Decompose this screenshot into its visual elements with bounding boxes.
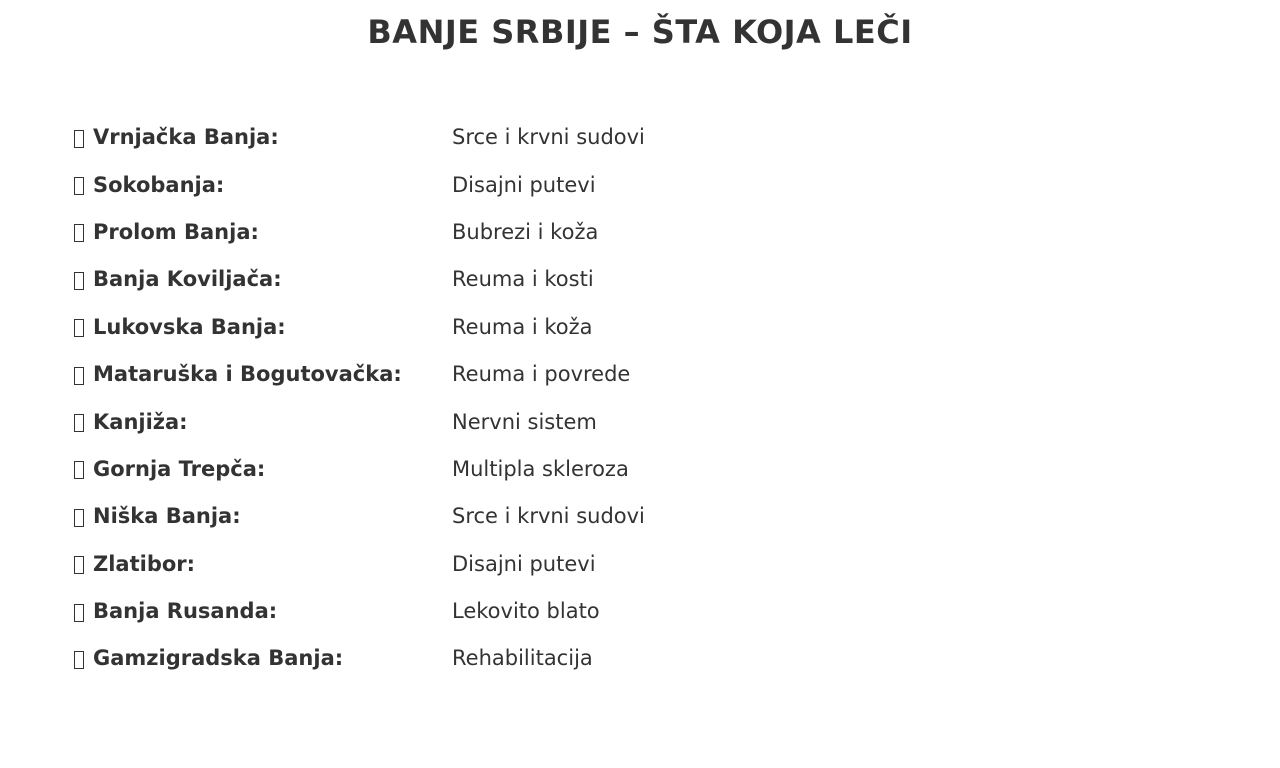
missing-glyph-box-icon — [74, 414, 84, 432]
missing-glyph-box-icon — [74, 177, 84, 195]
missing-glyph-box-icon — [74, 130, 84, 148]
page-title: BANJE SRBIJE – ŠTA KOJA LEČI — [367, 13, 913, 51]
missing-glyph-box-icon — [74, 651, 84, 669]
spa-treatment: Srce i krvni sudovi — [452, 125, 645, 150]
spa-name: Kanjiža: — [93, 409, 188, 434]
spa-treatment: Disajni putevi — [452, 551, 596, 576]
list-item — [74, 114, 974, 161]
spa-name-cell — [74, 351, 452, 398]
spa-name-cell — [74, 541, 452, 588]
list-item — [74, 541, 974, 588]
spa-name-cell — [74, 162, 452, 209]
spa-name: Gamzigradska Banja: — [93, 646, 344, 671]
missing-glyph-box-icon — [74, 367, 84, 385]
list-item — [74, 161, 974, 208]
missing-glyph-box-icon — [74, 461, 84, 479]
spa-treatment: Multipla skleroza — [452, 456, 629, 481]
spa-name-cell — [74, 114, 452, 161]
spa-name-cell — [74, 493, 452, 540]
spa-name: Lukovska Banja: — [93, 314, 286, 339]
spa-name: Zlatibor: — [93, 551, 196, 576]
spa-name: Vrnjačka Banja: — [93, 125, 279, 150]
missing-glyph-box-icon — [74, 604, 84, 622]
spa-treatment: Reuma i koža — [452, 314, 593, 339]
spa-name-cell — [74, 304, 452, 351]
missing-glyph-box-icon — [74, 556, 84, 574]
spa-name-cell — [74, 446, 452, 493]
spa-name: Mataruška i Bogutovačka: — [93, 362, 402, 387]
list-item — [74, 588, 974, 635]
spa-treatment: Disajni putevi — [452, 172, 596, 197]
list-item — [74, 256, 974, 303]
list-item — [74, 209, 974, 256]
spa-treatment: Reuma i kosti — [452, 267, 594, 292]
spa-name: Banja Koviljača: — [93, 267, 282, 292]
spa-treatment: Nervni sistem — [452, 409, 597, 434]
spa-name-cell — [74, 635, 452, 682]
missing-glyph-box-icon — [74, 224, 84, 242]
missing-glyph-box-icon — [74, 319, 84, 337]
spa-name-cell — [74, 588, 452, 635]
spa-treatment: Rehabilitacija — [452, 646, 593, 671]
spa-treatment: Reuma i povrede — [452, 362, 631, 387]
spa-name: Sokobanja: — [93, 172, 225, 197]
list-item — [74, 446, 974, 493]
spa-name: Niška Banja: — [93, 504, 241, 529]
list-item — [74, 351, 974, 398]
spa-treatment: Lekovito blato — [452, 599, 600, 624]
missing-glyph-box-icon — [74, 509, 84, 527]
spa-name-cell — [74, 209, 452, 256]
list-item — [74, 635, 974, 682]
spa-list — [74, 114, 974, 683]
missing-glyph-box-icon — [74, 272, 84, 290]
spa-name-cell — [74, 399, 452, 446]
spa-name: Banja Rusanda: — [93, 599, 278, 624]
spa-name: Prolom Banja: — [93, 219, 259, 244]
list-item — [74, 304, 974, 351]
spa-name-cell — [74, 256, 452, 303]
list-item — [74, 493, 974, 540]
spa-treatment: Srce i krvni sudovi — [452, 504, 645, 529]
spa-name: Gornja Trepča: — [93, 456, 266, 481]
spa-treatment: Bubrezi i koža — [452, 219, 599, 244]
list-item — [74, 398, 974, 445]
